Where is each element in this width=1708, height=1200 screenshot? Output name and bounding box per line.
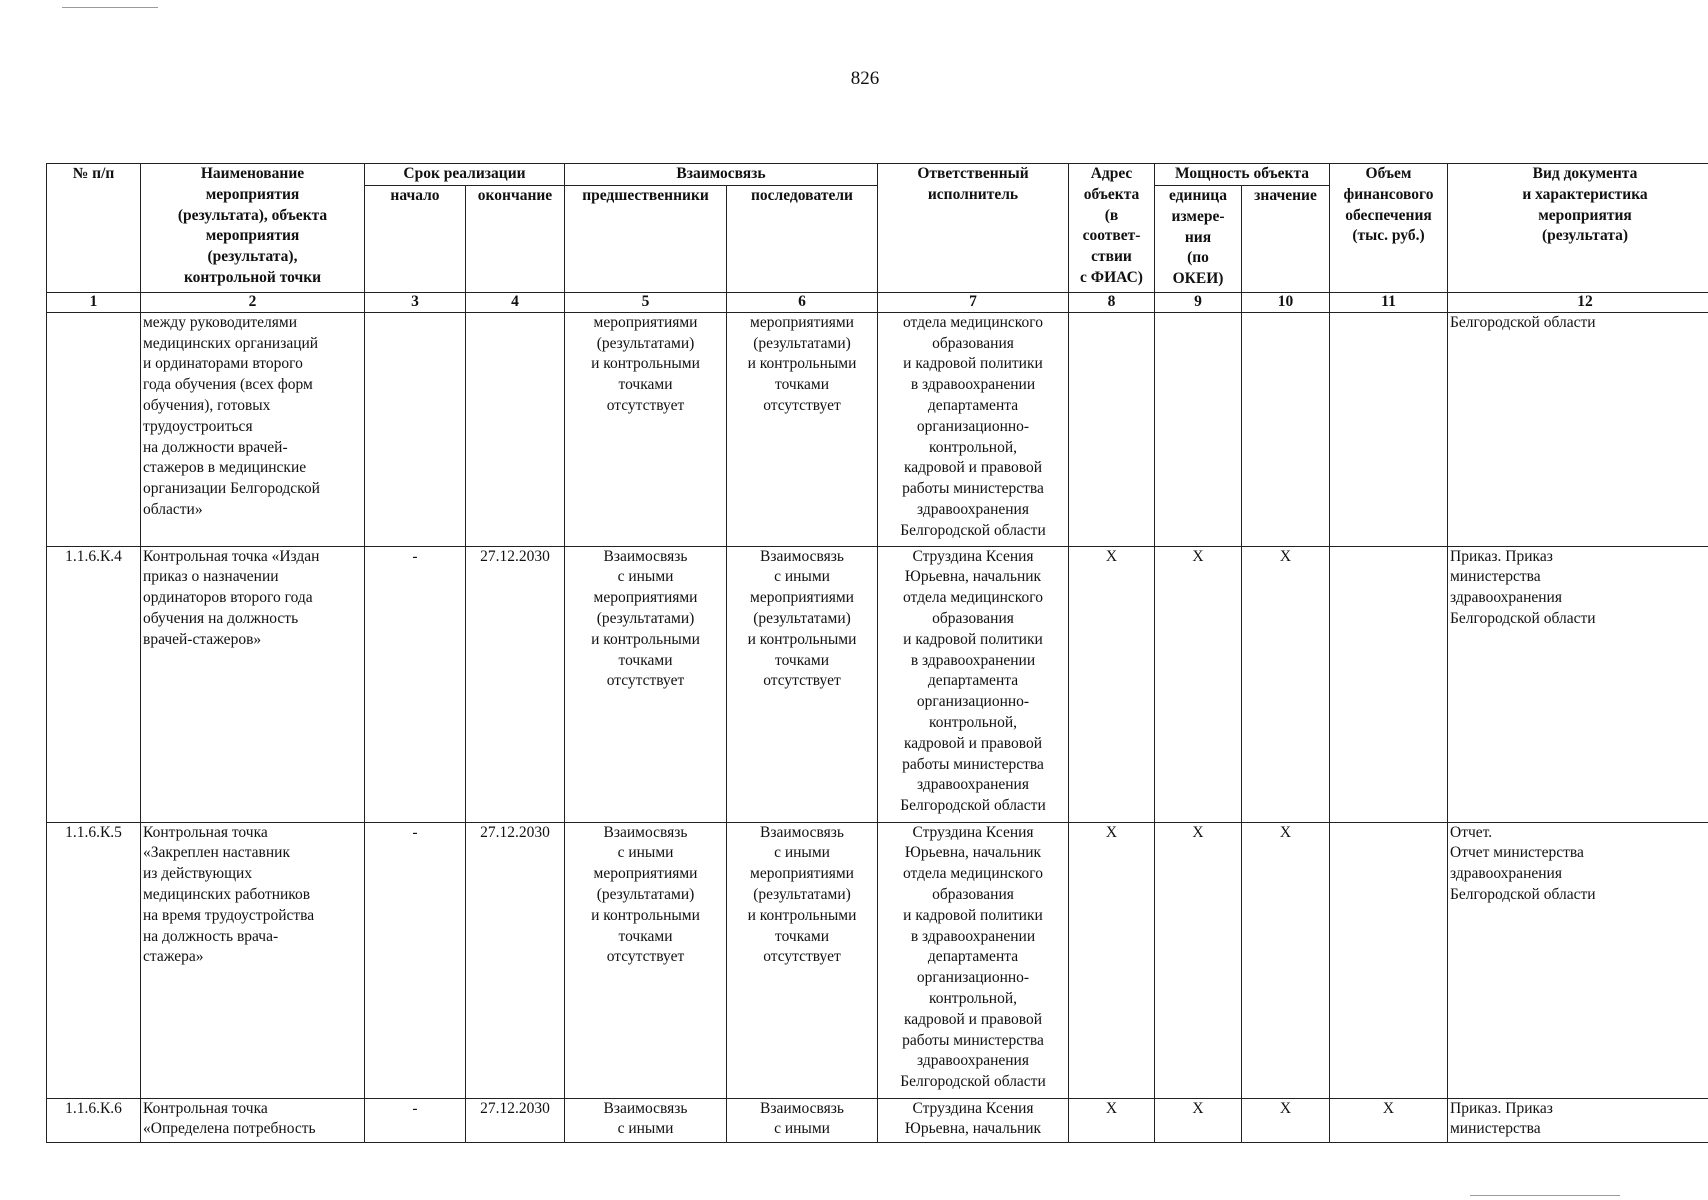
header-capacity-group: Мощность объекта <box>1155 164 1330 186</box>
row-successors: мероприятиями (результатами) и контрольными точками отсутствует <box>727 312 878 546</box>
column-number: 8 <box>1069 292 1155 312</box>
row-address: X <box>1069 822 1155 1098</box>
column-number: 6 <box>727 292 878 312</box>
row-address: X <box>1069 1098 1155 1142</box>
row-number: 1.1.6.К.6 <box>47 1098 141 1142</box>
row-predecessors: мероприятиями (результатами) и контрольными точками отсутствует <box>565 312 727 546</box>
column-number: 9 <box>1155 292 1242 312</box>
row-address <box>1069 312 1155 546</box>
header-predecessors: предшественники <box>565 185 727 292</box>
column-number: 3 <box>365 292 466 312</box>
header-value: значение <box>1242 185 1330 292</box>
row-unit: X <box>1155 1098 1242 1142</box>
row-unit: X <box>1155 822 1242 1098</box>
row-successors: Взаимосвязь с иными мероприятиями (результатами) и контрольными точками отсутствует <box>727 546 878 822</box>
column-number: 11 <box>1330 292 1448 312</box>
row-value: X <box>1242 822 1330 1098</box>
header-unit: единица измере- ния (по ОКЕИ) <box>1155 185 1242 292</box>
row-predecessors: Взаимосвязь с иными <box>565 1098 727 1142</box>
header-responsible: Ответственный исполнитель <box>878 164 1069 293</box>
column-number: 4 <box>466 292 565 312</box>
row-end: 27.12.2030 <box>466 822 565 1098</box>
table-row <box>47 822 1708 1098</box>
column-number: 1 <box>47 292 141 312</box>
column-number: 10 <box>1242 292 1330 312</box>
row-finance <box>1330 822 1448 1098</box>
header-address: Адрес объекта (в соответ- ствии с ФИАС) <box>1069 164 1155 293</box>
row-start: - <box>365 822 466 1098</box>
header-finance: Объем финансового обеспечения (тыс. руб.) <box>1330 164 1448 293</box>
row-document: Приказ. Приказ министерства <box>1448 1098 1708 1142</box>
row-number: 1.1.6.К.5 <box>47 822 141 1098</box>
row-responsible: Струздина Ксения Юрьевна, начальник отдела медицинского образования и кадровой политики в здравоохранении департамента организационно- контрольной, кадровой и правовой работы министерства здравоохранения Белгородской области <box>878 822 1069 1098</box>
row-end: 27.12.2030 <box>466 1098 565 1142</box>
row-responsible: отдела медицинского образования и кадровой политики в здравоохранении департамента организационно- контрольной, кадровой и правовой работы министерства здравоохранения Белгородской области <box>878 312 1069 546</box>
header-link-group: Взаимосвязь <box>565 164 878 186</box>
row-end: 27.12.2030 <box>466 546 565 822</box>
header-term-group: Срок реализации <box>365 164 565 186</box>
column-number: 7 <box>878 292 1069 312</box>
row-start: - <box>365 1098 466 1142</box>
row-finance: X <box>1330 1098 1448 1142</box>
row-name: Контрольная точка «Закреплен наставник из действующих медицинских работников на время трудоустройства на должность врача- стажера» <box>141 822 365 1098</box>
row-document: Приказ. Приказ министерства здравоохранения Белгородской области <box>1448 546 1708 822</box>
row-start: - <box>365 546 466 822</box>
page-number: 826 <box>850 68 880 89</box>
header-row-1 <box>47 164 1708 186</box>
scan-artifact-line <box>1470 1195 1620 1196</box>
table-row <box>47 312 1708 546</box>
row-predecessors: Взаимосвязь с иными мероприятиями (результатами) и контрольными точками отсутствует <box>565 822 727 1098</box>
header-name: Наименование мероприятия (результата), объекта мероприятия (результата), контрольной точки <box>141 164 365 293</box>
row-finance <box>1330 312 1448 546</box>
header-num: № п/п <box>47 164 141 293</box>
row-address: X <box>1069 546 1155 822</box>
table-row <box>47 546 1708 822</box>
row-document: Белгородской области <box>1448 312 1708 546</box>
row-start <box>365 312 466 546</box>
row-number <box>47 312 141 546</box>
row-end <box>466 312 565 546</box>
column-number: 2 <box>141 292 365 312</box>
header-end: окончание <box>466 185 565 292</box>
row-number: 1.1.6.К.4 <box>47 546 141 822</box>
row-finance <box>1330 546 1448 822</box>
row-responsible: Струздина Ксения Юрьевна, начальник отдела медицинского образования и кадровой политики в здравоохранении департамента организационно- контрольной, кадровой и правовой работы министерства здравоохранения Белгородской области <box>878 546 1069 822</box>
column-number-row <box>47 292 1708 312</box>
table-row <box>47 1098 1708 1142</box>
row-unit: X <box>1155 546 1242 822</box>
row-successors: Взаимосвязь с иными мероприятиями (результатами) и контрольными точками отсутствует <box>727 822 878 1098</box>
activities-table <box>46 163 1708 1143</box>
row-value <box>1242 312 1330 546</box>
header-document: Вид документа и характеристика мероприятия (результата) <box>1448 164 1708 293</box>
header-start: начало <box>365 185 466 292</box>
row-name: Контрольная точка «Определена потребность <box>141 1098 365 1142</box>
row-value: X <box>1242 1098 1330 1142</box>
row-name: между руководителями медицинских организаций и ординаторами второго года обучения (всех форм обучения), готовых трудоустроиться на должности врачей- стажеров в медицинские организации Белгородской области» <box>141 312 365 546</box>
row-document: Отчет. Отчет министерства здравоохранения Белгородской области <box>1448 822 1708 1098</box>
row-value: X <box>1242 546 1330 822</box>
row-successors: Взаимосвязь с иными <box>727 1098 878 1142</box>
column-number: 12 <box>1448 292 1708 312</box>
row-name: Контрольная точка «Издан приказ о назначении ординаторов второго года обучения на должность врачей-стажеров» <box>141 546 365 822</box>
scan-artifact-line <box>62 7 158 8</box>
row-unit <box>1155 312 1242 546</box>
row-predecessors: Взаимосвязь с иными мероприятиями (результатами) и контрольными точками отсутствует <box>565 546 727 822</box>
row-responsible: Струздина Ксения Юрьевна, начальник <box>878 1098 1069 1142</box>
header-successors: последователи <box>727 185 878 292</box>
column-number: 5 <box>565 292 727 312</box>
